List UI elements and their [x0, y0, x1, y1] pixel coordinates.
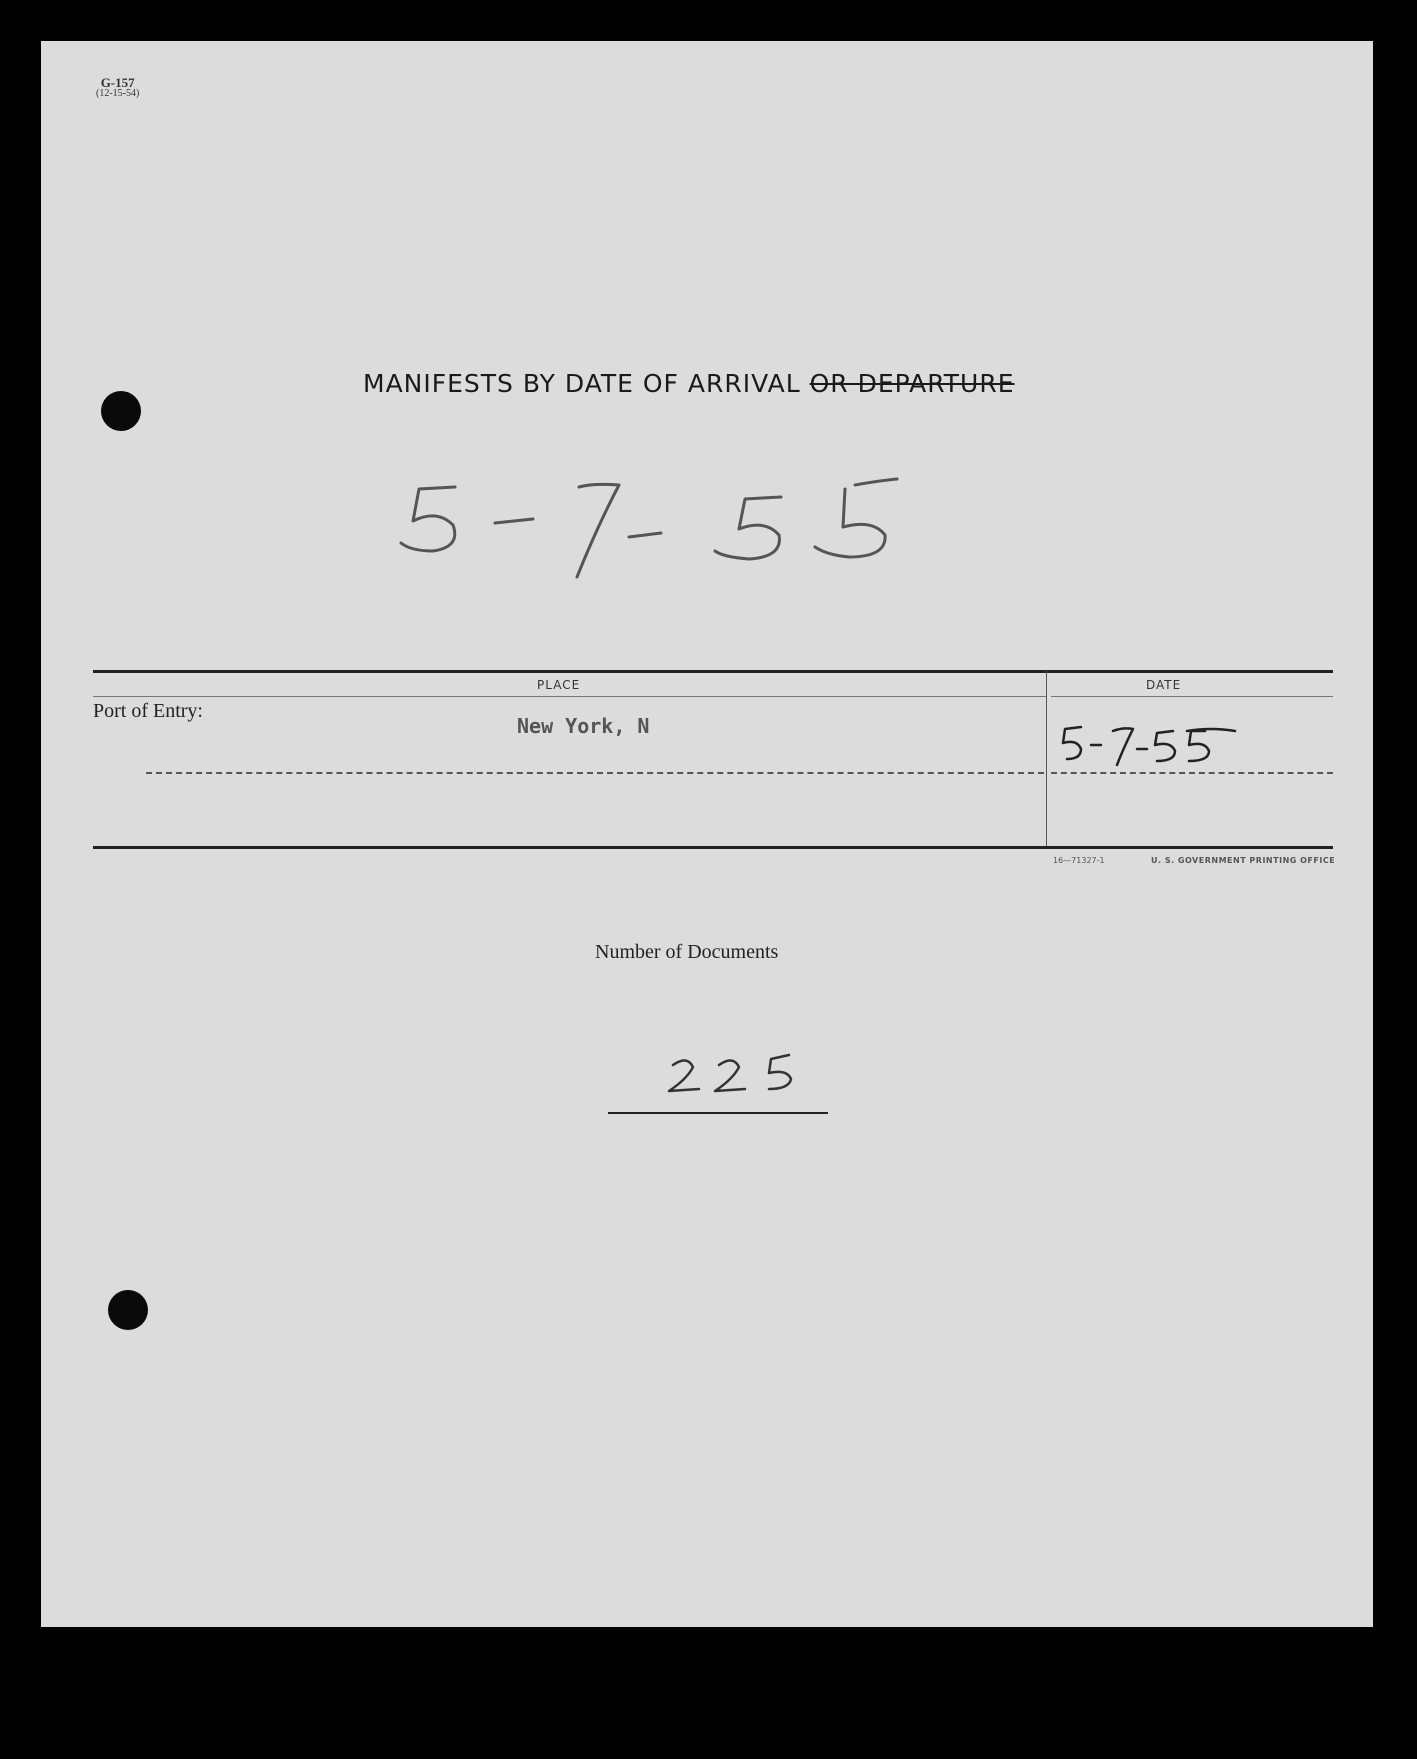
- documents-label: Number of Documents: [595, 941, 779, 963]
- port-of-entry-value: New York, N: [517, 714, 650, 738]
- column-divider: [1046, 671, 1047, 849]
- handwritten-document-count: [631, 1049, 821, 1109]
- handwritten-arrival-date: [397, 477, 937, 617]
- handwritten-entry-date: [1059, 719, 1269, 777]
- punch-hole-bottom: [108, 1290, 148, 1330]
- column-header-place: PLACE: [537, 678, 581, 692]
- port-of-entry-label: Port of Entry:: [93, 700, 203, 722]
- title-arrival: MANIFESTS BY DATE OF ARRIVAL: [363, 369, 801, 398]
- date-header-rule: [1051, 696, 1333, 697]
- page-title: [363, 369, 1015, 398]
- form-revision: (12-15-54): [96, 88, 140, 99]
- form-number: [96, 77, 139, 99]
- date-dotted-line: [1051, 772, 1333, 774]
- table-top-rule: [93, 670, 1333, 673]
- print-code: 16—71327-1: [1053, 856, 1105, 865]
- punch-hole-top: [101, 391, 141, 431]
- place-dotted-line: [146, 772, 1044, 774]
- form-number-code: G-157: [100, 75, 135, 90]
- place-header-rule: [93, 696, 1047, 697]
- column-header-date: DATE: [1146, 678, 1182, 692]
- document-count-underline: [608, 1112, 828, 1114]
- document-page: [41, 41, 1373, 1627]
- title-departure-struck: OR DEPARTURE: [809, 369, 1015, 398]
- table-bottom-rule: [93, 846, 1333, 849]
- printer-name: U. S. GOVERNMENT PRINTING OFFICE: [1151, 856, 1336, 865]
